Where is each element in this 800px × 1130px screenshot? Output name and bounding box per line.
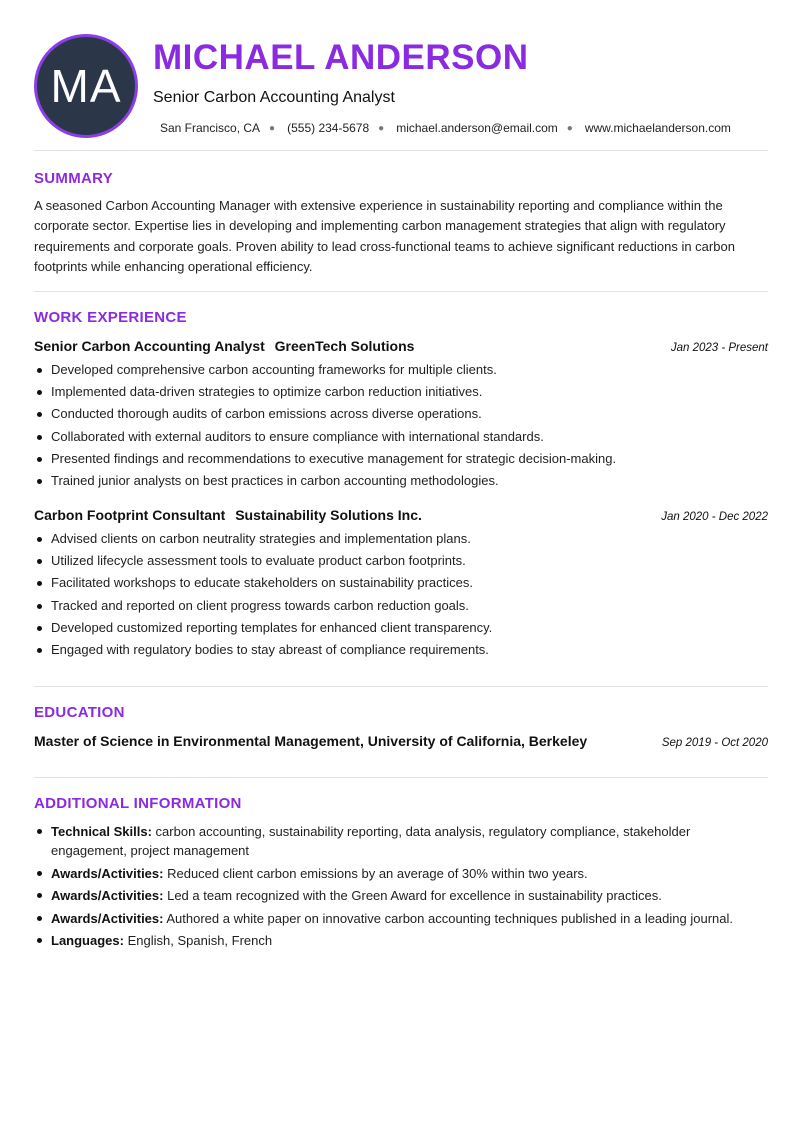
resume-header: [0, 0, 800, 150]
avatar-initials: MA: [50, 60, 122, 112]
list-item: [34, 909, 768, 928]
job-company: GreenTech Solutions: [274, 338, 415, 354]
contact-line: [160, 121, 731, 135]
list-item: [34, 864, 768, 883]
list-item: Implemented data-driven strategies to optimize carbon reduction initiatives.: [34, 384, 768, 400]
job-header: [34, 507, 768, 523]
additional-heading: ADDITIONAL INFORMATION: [34, 795, 242, 812]
list-item: [34, 822, 768, 860]
contact-phone: (555) 234-5678: [287, 121, 370, 135]
experience-heading: WORK EXPERIENCE: [34, 309, 187, 326]
contact-website[interactable]: www.michaelanderson.com: [584, 121, 731, 135]
separator-dot-icon: ●: [566, 122, 573, 134]
separator-dot-icon: ●: [269, 122, 276, 134]
summary-heading: SUMMARY: [34, 170, 114, 187]
candidate-name: MICHAEL ANDERSON: [153, 38, 529, 77]
education-entry: [34, 733, 768, 749]
contact-location: San Francisco, CA: [160, 121, 261, 135]
job-company: Sustainability Solutions Inc.: [235, 507, 422, 523]
separator-dot-icon: ●: [378, 122, 385, 134]
list-item: Presented findings and recommendations to executive management for strategic decision-making.: [34, 451, 768, 467]
job-title-line: [34, 507, 422, 523]
item-text: carbon accounting, sustainability reporting, data analysis, regulatory compliance, stakeholder engagement, project management: [51, 824, 691, 858]
list-item: Developed comprehensive carbon accounting frameworks for multiple clients.: [34, 362, 768, 378]
item-text: English, Spanish, French: [127, 933, 273, 948]
job-bullets: [34, 531, 768, 658]
item-text: Authored a white paper on innovative carbon accounting techniques published in a leading journal.: [166, 910, 733, 926]
candidate-title: Senior Carbon Accounting Analyst: [153, 89, 395, 106]
contact-email[interactable]: michael.anderson@email.com: [396, 121, 558, 135]
item-label: Awards/Activities:: [51, 888, 164, 903]
job-entry: [34, 507, 768, 664]
item-text: Led a team recognized with the Green Award for excellence in sustainability practices.: [167, 888, 662, 903]
job-bullets: [34, 362, 768, 489]
item-label: Awards/Activities:: [51, 865, 164, 881]
item-text: Reduced client carbon emissions by an average of 30% within two years.: [167, 865, 588, 881]
list-item: [34, 886, 768, 905]
list-item: Trained junior analysts on best practices in carbon accounting methodologies.: [34, 473, 768, 489]
job-dates: Jan 2023 - Present: [670, 342, 768, 354]
education-heading: EDUCATION: [34, 704, 125, 721]
list-item: Conducted thorough audits of carbon emissions across diverse operations.: [34, 406, 768, 422]
job-dates: Jan 2020 - Dec 2022: [661, 511, 768, 523]
job-title-line: [34, 338, 414, 354]
divider: [34, 686, 768, 687]
list-item: Developed customized reporting templates for enhanced client transparency.: [34, 620, 768, 636]
additional-list: [34, 822, 768, 954]
list-item: Collaborated with external auditors to ensure compliance with international standards.: [34, 429, 768, 445]
summary-text: A seasoned Carbon Accounting Manager with extensive experience in sustainability reporting and compliance within the corporate sector. Expertise lies in developing and implementing carbon management strategies that align with regulatory requirements and corporate goals. Proven ability to lead cross-functional teams to achieve significant reductions in carbon footprints while enhancing operational efficiency.: [34, 198, 735, 274]
education-degree: Master of Science in Environmental Management, University of California, Berkeley: [34, 733, 588, 749]
job-role: Carbon Footprint Consultant: [34, 507, 226, 523]
item-label: Languages:: [51, 933, 124, 948]
list-item: Advised clients on carbon neutrality strategies and implementation plans.: [34, 531, 768, 547]
education-dates: Sep 2019 - Oct 2020: [661, 737, 768, 749]
divider: [34, 291, 768, 292]
job-role: Senior Carbon Accounting Analyst: [34, 338, 265, 354]
item-label: Awards/Activities:: [51, 910, 164, 926]
list-item: Facilitated workshops to educate stakeholders on sustainability practices.: [34, 575, 768, 591]
list-item: Engaged with regulatory bodies to stay abreast of compliance requirements.: [34, 642, 768, 658]
item-label: Technical Skills:: [51, 824, 152, 839]
job-entry: [34, 338, 768, 495]
list-item: Utilized lifecycle assessment tools to evaluate product carbon footprints.: [34, 553, 768, 569]
divider: [34, 150, 768, 151]
list-item: [34, 931, 768, 950]
job-header: [34, 338, 768, 354]
list-item: Tracked and reported on client progress towards carbon reduction goals.: [34, 598, 768, 614]
divider: [34, 777, 768, 778]
avatar: [34, 34, 138, 138]
